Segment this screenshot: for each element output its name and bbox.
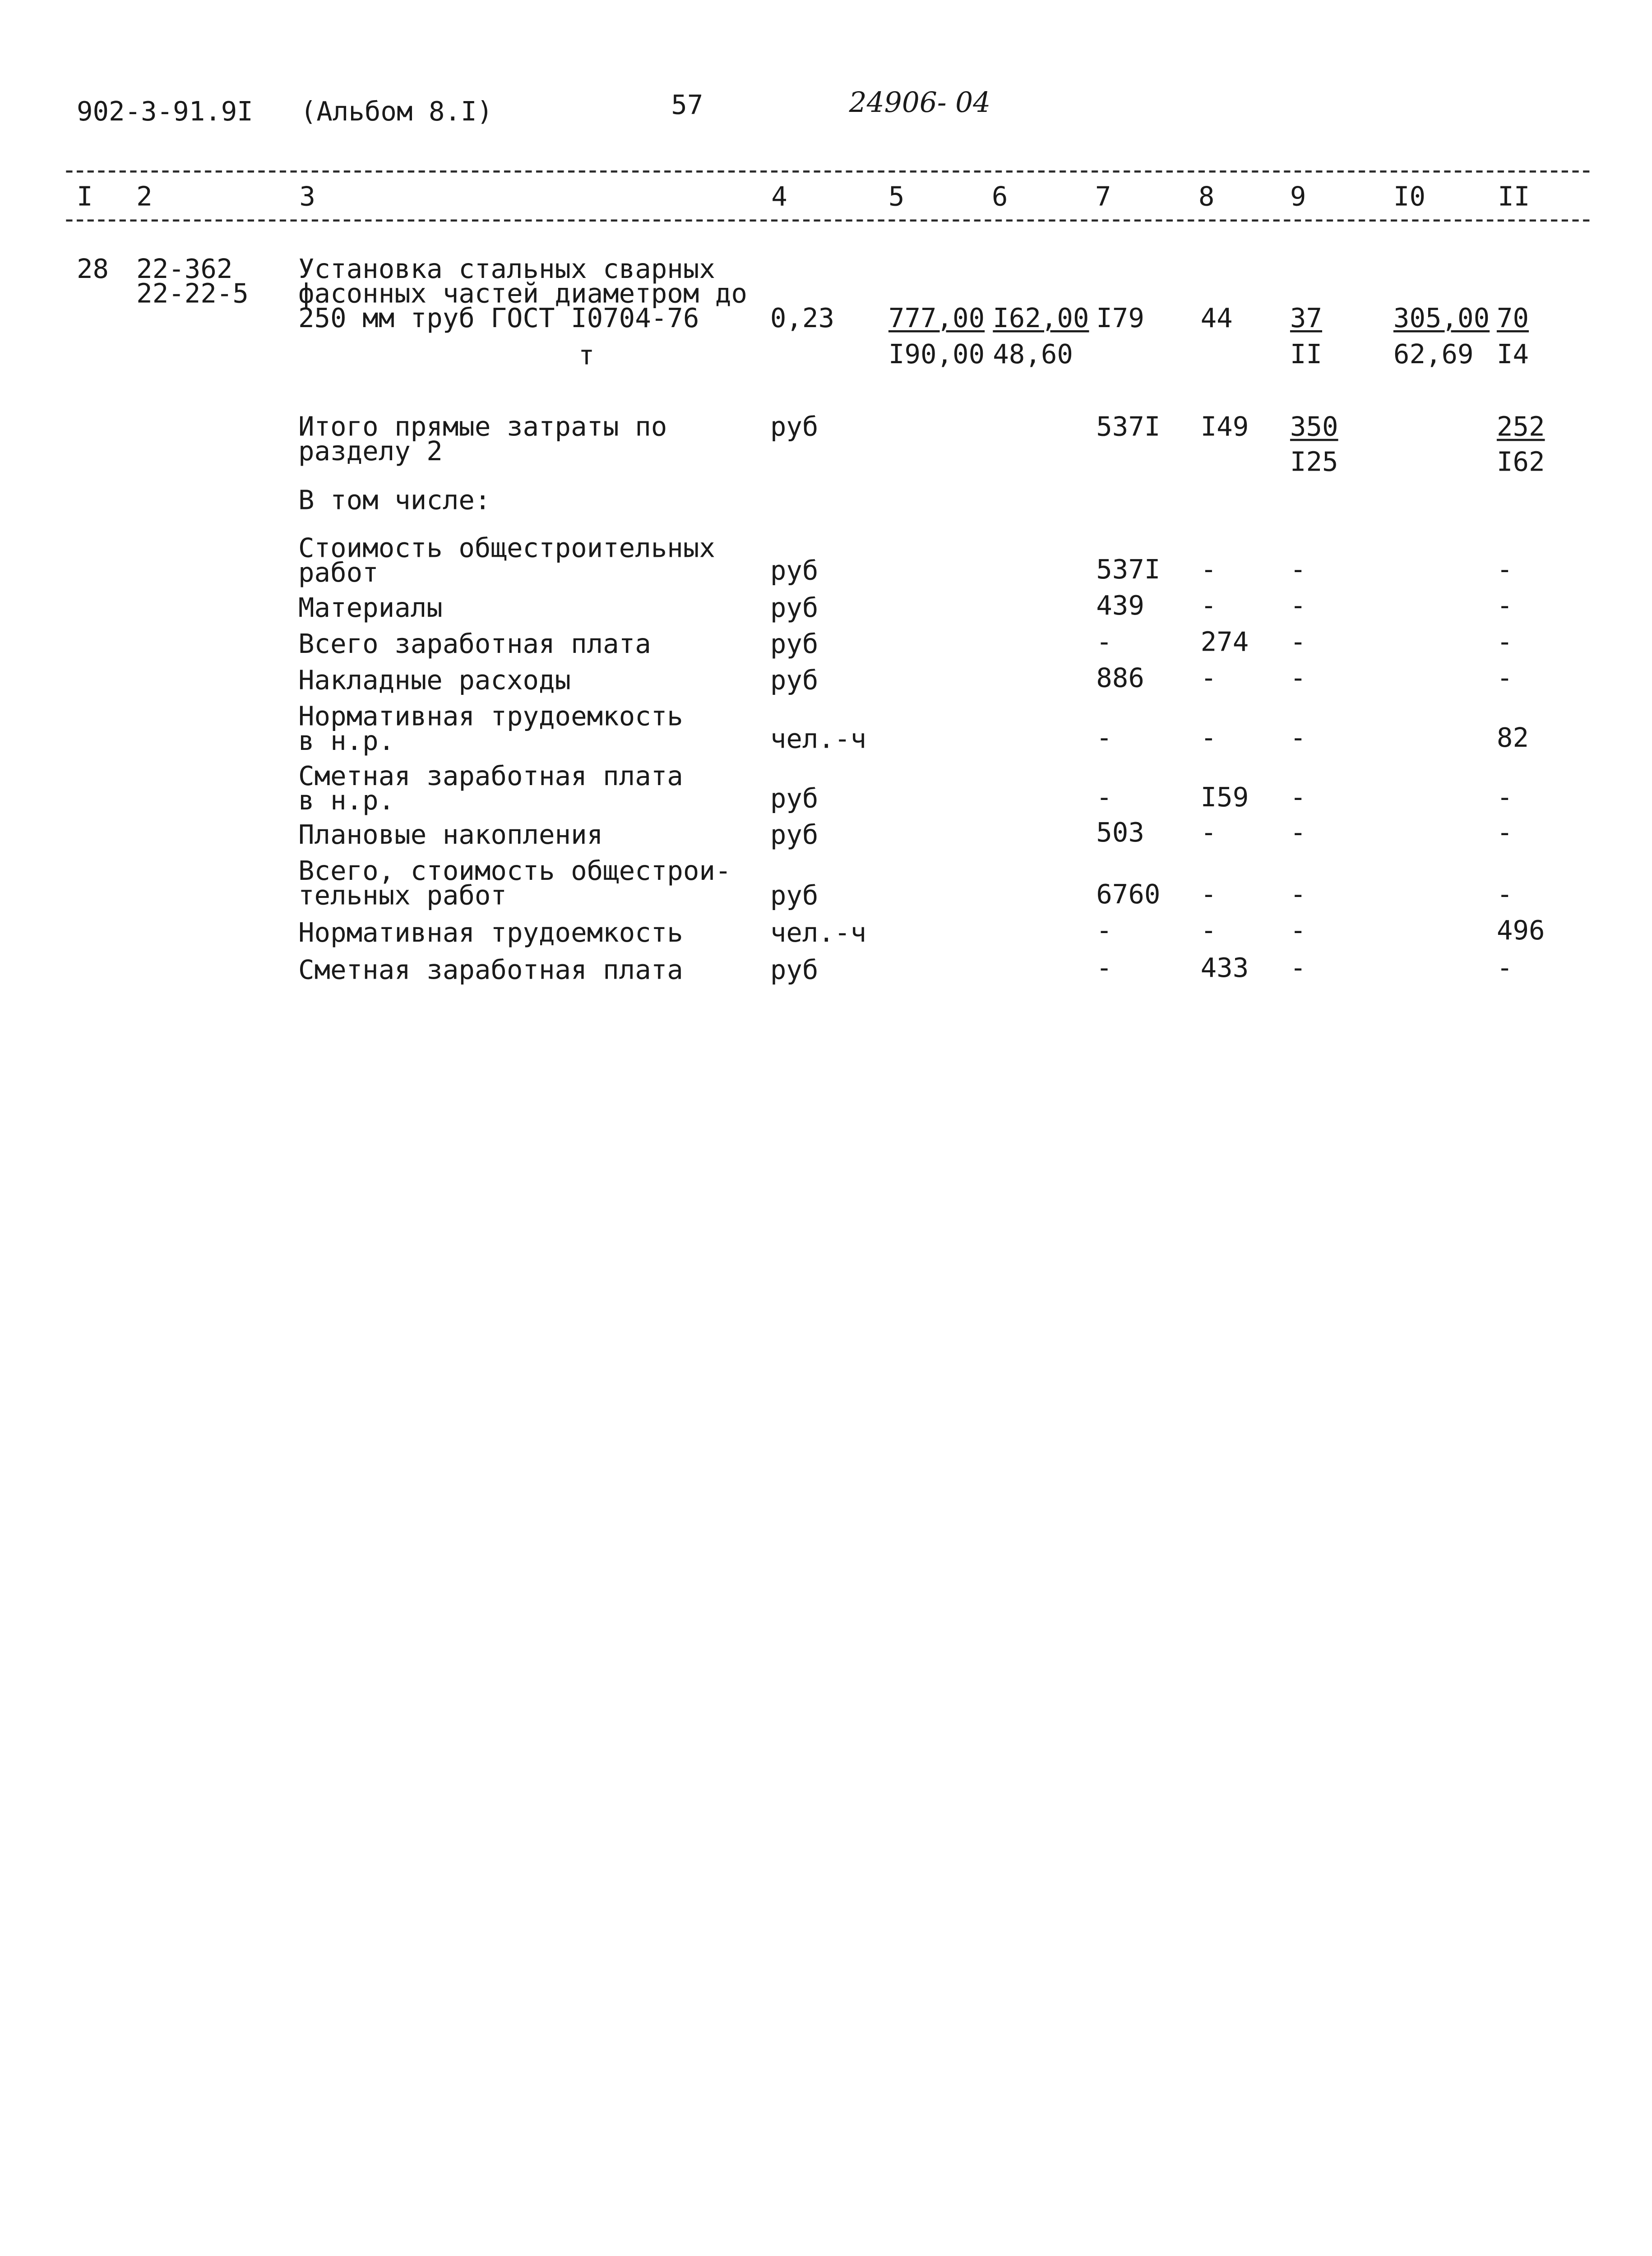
item-col9-bottom: II (1290, 338, 1323, 370)
row-label: Нормативная трудоемкость (298, 701, 683, 732)
row-col11: - (1496, 878, 1513, 910)
column-header: 3 (299, 181, 315, 212)
row-col7: - (1096, 952, 1112, 984)
row-label: Плановые накопления (298, 819, 603, 850)
column-header: 2 (136, 181, 153, 212)
row-col9: - (1290, 662, 1306, 693)
item-quantity: 0,23 (770, 302, 835, 333)
total-col9-bottom: I25 (1290, 446, 1338, 477)
total-unit: руб (770, 411, 819, 442)
row-col7: 537I (1096, 554, 1161, 585)
item-code: 22-22-5 (136, 278, 249, 309)
row-col8: - (1200, 554, 1217, 585)
row-col11: 82 (1496, 722, 1529, 754)
item-number: 28 (76, 253, 109, 285)
row-label: Стоимость общестроительных (298, 532, 715, 564)
row-col11: - (1496, 817, 1513, 848)
column-header: 7 (1095, 181, 1111, 212)
row-unit: чел.-ч (770, 723, 867, 754)
row-col7: 6760 (1096, 878, 1161, 910)
item-col9-top: 37 (1290, 302, 1323, 333)
row-col9: - (1290, 781, 1306, 813)
document-code: 902-3-91.9I (76, 96, 253, 127)
row-col9: - (1290, 722, 1306, 754)
row-label: Материалы (298, 592, 443, 624)
row-col8: - (1200, 662, 1217, 693)
row-label: работ (298, 557, 379, 588)
row-col11: - (1496, 626, 1513, 657)
row-unit: руб (770, 819, 819, 850)
row-label: Всего заработная плата (298, 628, 651, 660)
row-col8: 433 (1200, 952, 1249, 984)
row-col9: - (1290, 915, 1306, 946)
total-col8: I49 (1200, 411, 1249, 442)
column-header: 4 (771, 181, 787, 212)
row-label: Нормативная трудоемкость (298, 917, 683, 948)
row-col7: - (1096, 626, 1112, 657)
including-label: В том числе: (298, 485, 491, 516)
total-label: Итого прямые затраты по (298, 411, 667, 442)
item-code: 22-362 (136, 253, 233, 285)
row-col11: - (1496, 554, 1513, 585)
column-header: 8 (1198, 181, 1215, 212)
row-col7: - (1096, 722, 1112, 754)
row-label: Сметная заработная плата (298, 760, 683, 792)
row-col8: - (1200, 878, 1217, 910)
row-unit: руб (770, 628, 819, 660)
item-col5-bottom: I90,00 (888, 338, 985, 370)
row-unit: руб (770, 592, 819, 624)
row-col9: - (1290, 952, 1306, 984)
row-col7: 439 (1096, 590, 1144, 621)
item-col11-bottom: I4 (1496, 338, 1529, 370)
column-header: 9 (1290, 181, 1306, 212)
row-unit: руб (770, 880, 819, 911)
row-col11: - (1496, 590, 1513, 621)
row-unit: руб (770, 954, 819, 985)
row-col8: - (1200, 590, 1217, 621)
row-col7: 886 (1096, 662, 1144, 693)
album-label: (Альбом 8.I) (300, 96, 493, 127)
total-label: разделу 2 (298, 435, 443, 467)
row-unit: руб (770, 783, 819, 814)
row-unit: руб (770, 665, 819, 696)
row-col11: - (1496, 952, 1513, 984)
row-col7: 503 (1096, 817, 1144, 848)
row-label: тельных работ (298, 880, 507, 911)
row-col7: - (1096, 915, 1112, 946)
row-col8: - (1200, 817, 1217, 848)
row-col9: - (1290, 554, 1306, 585)
row-col8: - (1200, 722, 1217, 754)
column-header: 5 (888, 181, 905, 212)
total-col11-bottom: I62 (1496, 446, 1545, 477)
item-col6-top: I62,00 (993, 302, 1089, 333)
column-header: 6 (991, 181, 1008, 212)
row-col9: - (1290, 817, 1306, 848)
column-header: I (76, 181, 93, 212)
column-header: II (1498, 181, 1530, 212)
item-col6-bottom: 48,60 (993, 338, 1073, 370)
row-label: Накладные расходы (298, 665, 571, 696)
page-number: 57 (671, 89, 703, 120)
row-col11: - (1496, 662, 1513, 693)
row-label: в н.р. (298, 785, 395, 816)
item-col10-bottom: 62,69 (1393, 338, 1474, 370)
row-col8: 274 (1200, 626, 1249, 657)
item-col5-top: 777,00 (888, 302, 985, 333)
row-col9: - (1290, 626, 1306, 657)
item-col11-top: 70 (1496, 302, 1529, 333)
total-col11-top: 252 (1496, 411, 1545, 442)
row-col8: I59 (1200, 781, 1249, 813)
row-col7: - (1096, 781, 1112, 813)
row-unit: руб (770, 555, 819, 586)
row-label: в н.р. (298, 725, 395, 757)
item-unit: т (578, 340, 595, 371)
row-col11: 496 (1496, 915, 1545, 946)
row-col8: - (1200, 915, 1217, 946)
total-col9-top: 350 (1290, 411, 1338, 442)
column-header: I0 (1393, 181, 1426, 212)
item-description: Установка стальных сварных (298, 253, 715, 285)
row-label: Всего, стоимость общестрои- (298, 855, 731, 887)
item-col8: 44 (1200, 302, 1233, 333)
table-top-rule (66, 171, 1589, 173)
row-col9: - (1290, 878, 1306, 910)
item-col7: I79 (1096, 302, 1144, 333)
total-col7: 537I (1096, 411, 1161, 442)
row-col11: - (1496, 781, 1513, 813)
item-col10-top: 305,00 (1393, 302, 1490, 333)
row-col9: - (1290, 590, 1306, 621)
row-unit: чел.-ч (770, 917, 867, 948)
row-label: Сметная заработная плата (298, 954, 683, 985)
item-description: фасонных частей диаметром до (298, 278, 747, 309)
item-description: 250 мм труб ГОСТ I0704-76 (298, 302, 699, 333)
header-bottom-rule (66, 219, 1589, 222)
handwritten-stamp: 24906- 04 (849, 87, 991, 120)
